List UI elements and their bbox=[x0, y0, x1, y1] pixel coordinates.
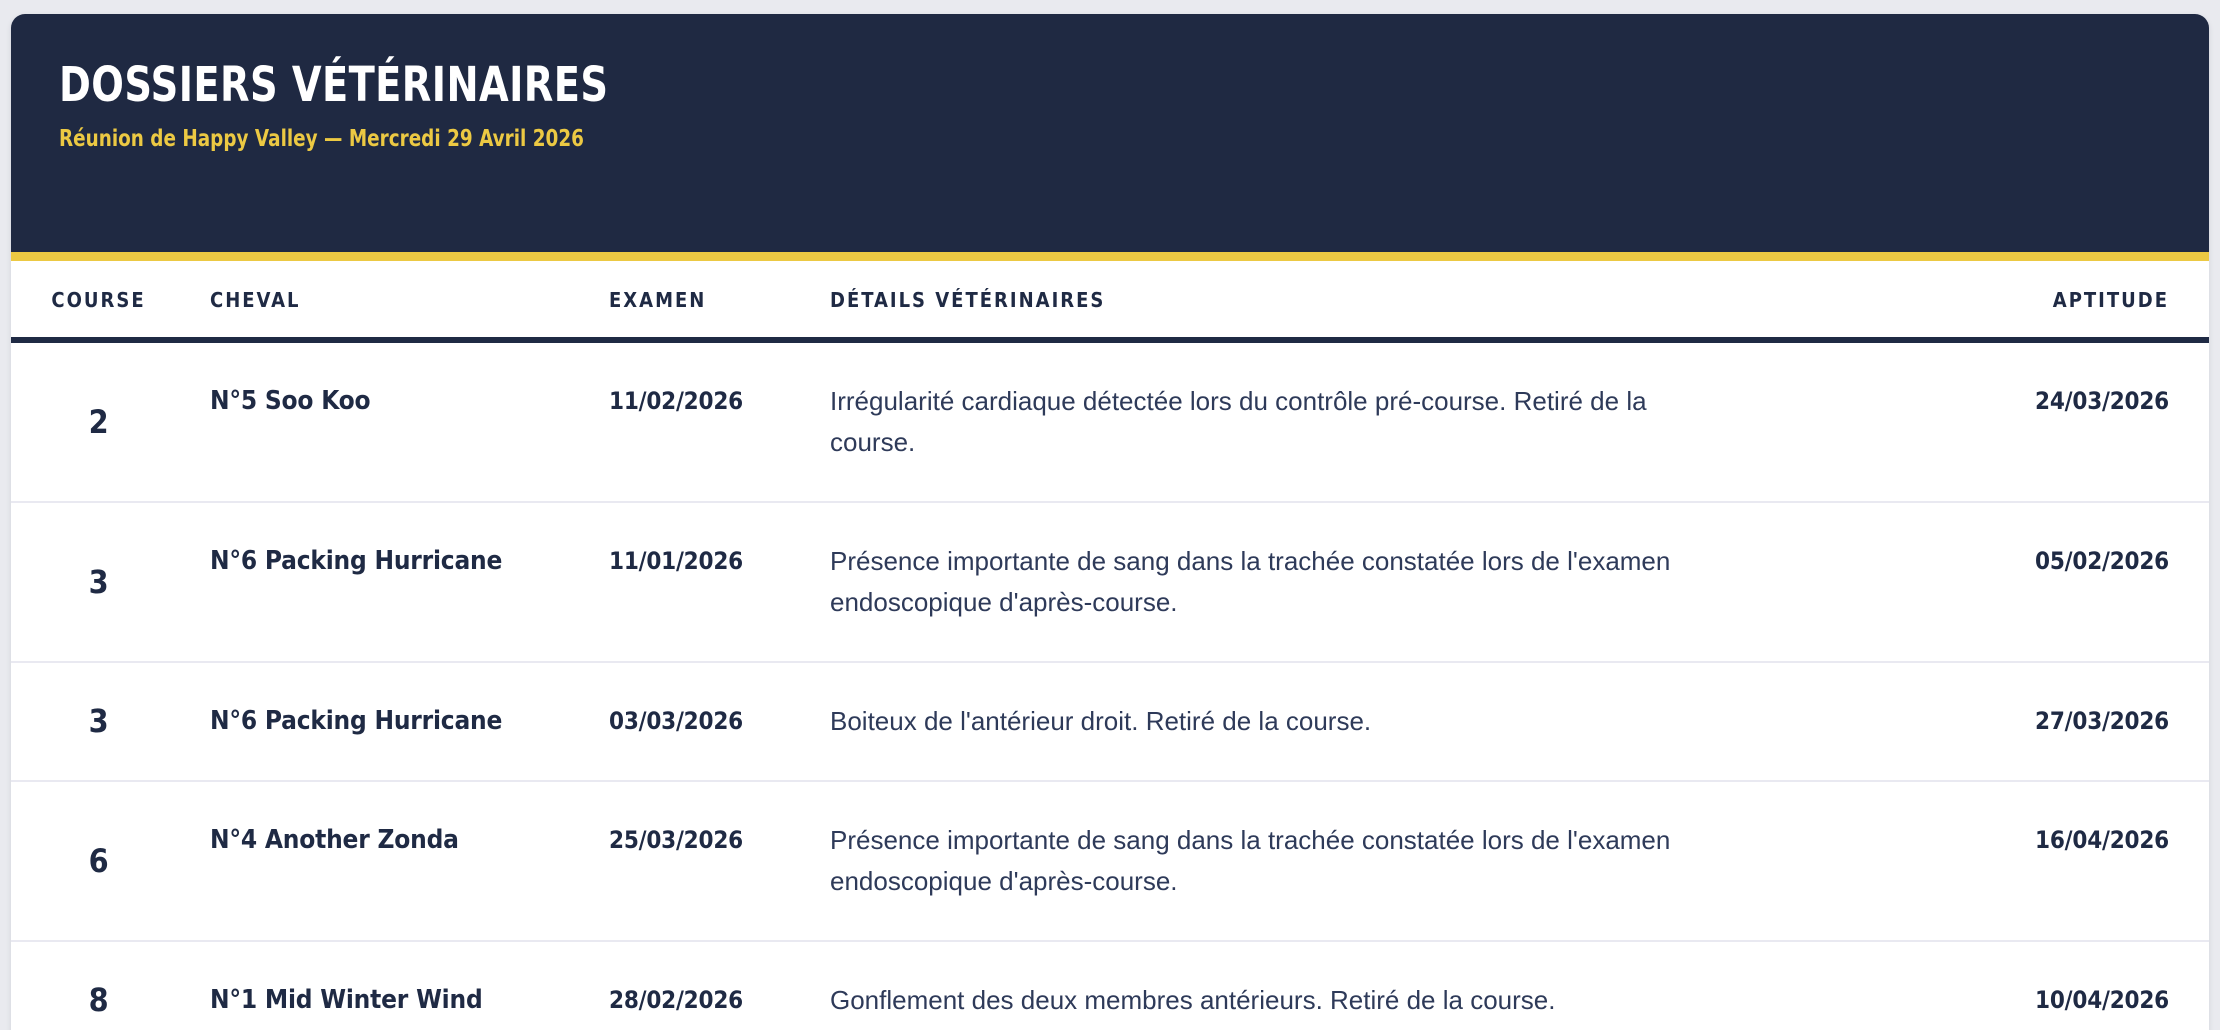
table-row bbox=[11, 780, 2209, 940]
column-header-aptitude: APTITUDE bbox=[2052, 288, 2169, 312]
column-header-cheval: CHEVAL bbox=[210, 288, 301, 312]
report-header bbox=[11, 14, 2209, 252]
page-background bbox=[0, 14, 2220, 1030]
course-number-cell: 8 bbox=[88, 981, 109, 1019]
vet-details-cell: Boiteux de l'antérieur droit. Retiré de la course. bbox=[830, 706, 1372, 736]
aptitude-date-cell: 16/04/2026 bbox=[2035, 826, 2169, 854]
aptitude-date-cell: 27/03/2026 bbox=[2035, 707, 2169, 735]
page-title: DOSSIERS VÉTÉRINAIRES bbox=[59, 57, 609, 113]
horse-name-cell: N°6 Packing Hurricane bbox=[210, 706, 503, 736]
course-number-cell: 6 bbox=[88, 841, 109, 880]
exam-date-cell: 11/01/2026 bbox=[609, 547, 743, 575]
column-header-course: COURSE bbox=[51, 288, 146, 312]
table-row bbox=[11, 940, 2209, 1030]
vet-details-cell: Irrégularité cardiaque détectée lors du contrôle pré-course. Retiré de la course. bbox=[830, 386, 1647, 457]
course-number-cell: 3 bbox=[88, 702, 109, 740]
vet-details-cell: Gonflement des deux membres antérieurs. Retiré de la course. bbox=[830, 985, 1556, 1015]
records-table bbox=[11, 261, 2209, 1030]
course-number-cell: 2 bbox=[88, 402, 109, 441]
exam-date-cell: 25/03/2026 bbox=[609, 826, 743, 854]
horse-name-cell: N°6 Packing Hurricane bbox=[210, 546, 503, 576]
horse-name-cell: N°5 Soo Koo bbox=[210, 386, 371, 416]
horse-name-cell: N°1 Mid Winter Wind bbox=[210, 985, 483, 1015]
exam-date-cell: 11/02/2026 bbox=[609, 387, 743, 415]
vet-records-card bbox=[11, 14, 2209, 1030]
exam-date-cell: 03/03/2026 bbox=[609, 707, 743, 735]
vet-details-cell: Présence importante de sang dans la trachée constatée lors de l'examen endoscopique d'après-course. bbox=[830, 825, 1671, 896]
aptitude-date-cell: 10/04/2026 bbox=[2035, 986, 2169, 1014]
table-header-row bbox=[11, 261, 2209, 343]
course-number-cell: 3 bbox=[88, 562, 109, 601]
table-row bbox=[11, 501, 2209, 661]
vet-details-cell: Présence importante de sang dans la trachée constatée lors de l'examen endoscopique d'après-course. bbox=[830, 546, 1671, 617]
horse-name-cell: N°4 Another Zonda bbox=[210, 825, 459, 855]
table-row bbox=[11, 661, 2209, 780]
table-row bbox=[11, 343, 2209, 501]
column-header-details: DÉTAILS VÉTÉRINAIRES bbox=[830, 288, 1106, 312]
aptitude-date-cell: 24/03/2026 bbox=[2035, 387, 2169, 415]
page-subtitle: Réunion de Happy Valley — Mercredi 29 Avril 2026 bbox=[59, 126, 584, 153]
exam-date-cell: 28/02/2026 bbox=[609, 986, 743, 1014]
aptitude-date-cell: 05/02/2026 bbox=[2035, 547, 2169, 575]
column-header-examen: EXAMEN bbox=[609, 288, 707, 312]
accent-divider bbox=[11, 252, 2209, 261]
